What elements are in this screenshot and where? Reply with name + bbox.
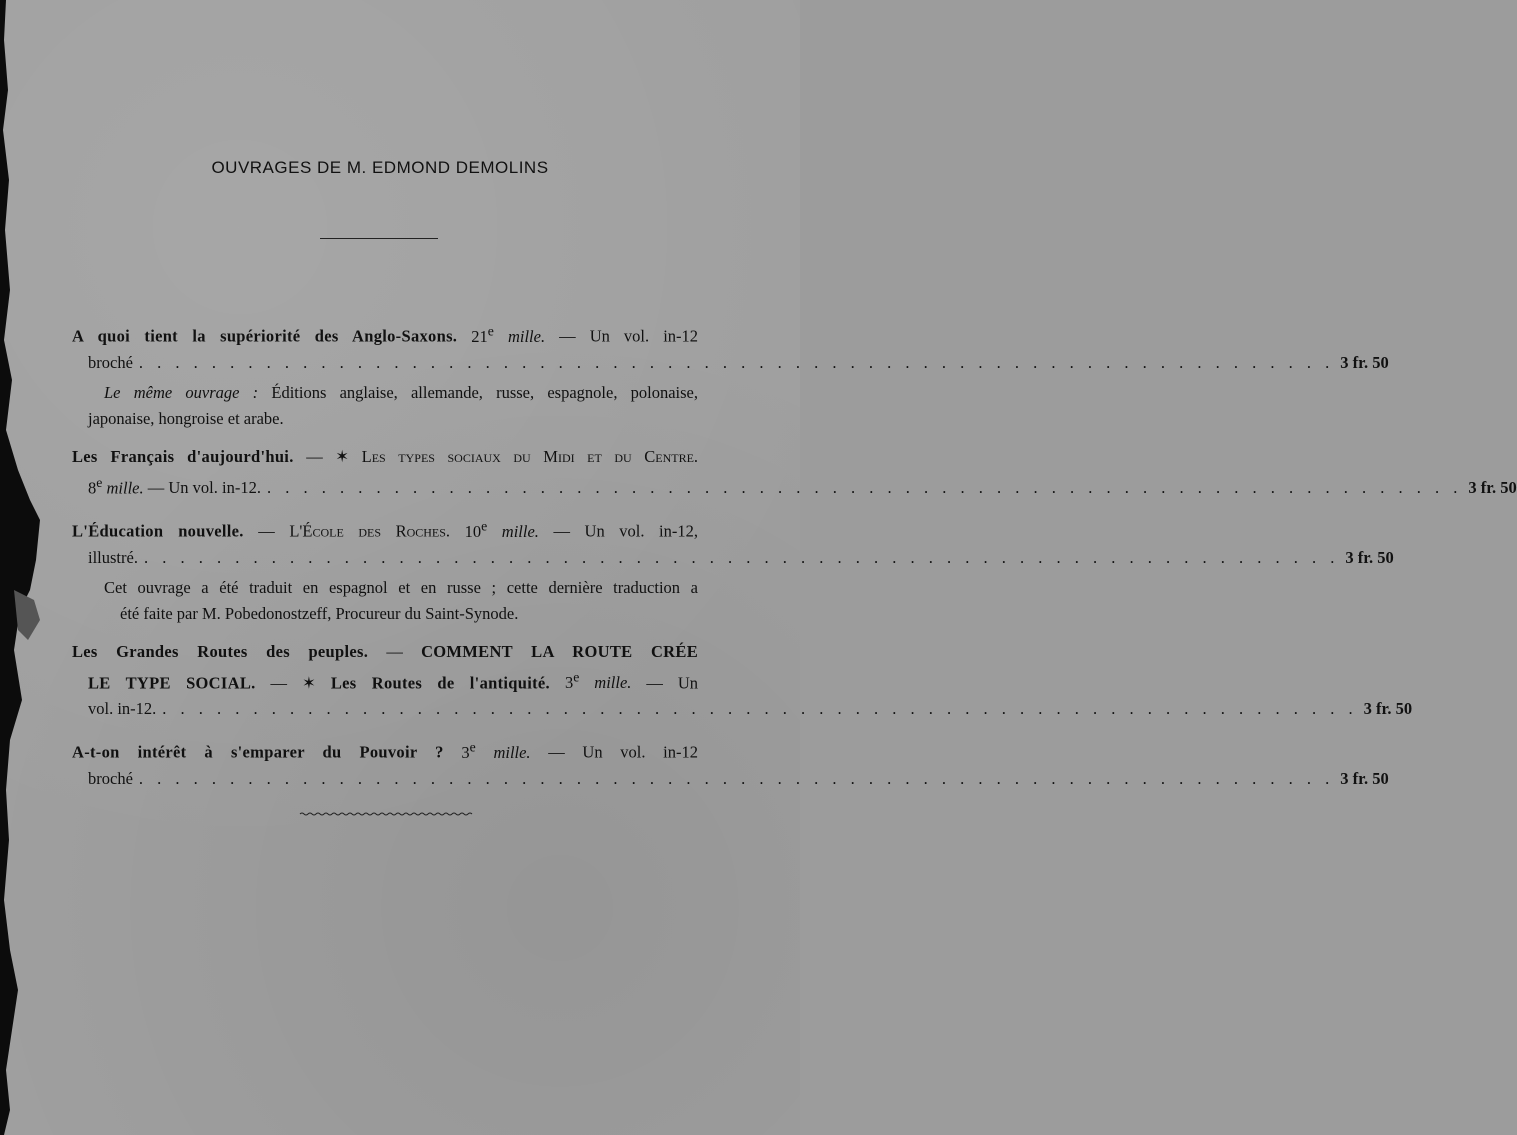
separator-2: — ✶ xyxy=(270,673,316,692)
book-subtitle: Les types sociaux du Midi et du Centre. xyxy=(361,446,699,466)
bibliography-list xyxy=(72,318,1517,800)
volume-desc-2: vol. in-12. xyxy=(88,699,157,718)
edition: 10e mille. xyxy=(464,518,539,541)
binding: broché xyxy=(88,352,133,372)
leader-dots: . . . . . . . . . . . . . . . . . . . . . . . . . . . . . . . . . . . . . . . . . . . . . . . . . . . . . . . . . . . . . . . . . . xyxy=(266,478,1463,497)
book-part: Les Routes de l'antiquité. xyxy=(330,673,550,692)
volume-desc: — Un vol. in-12, xyxy=(553,521,698,541)
book-entry-francais xyxy=(72,444,1517,502)
book-title: L'Éducation nouvelle. xyxy=(72,521,244,541)
heading-rule xyxy=(320,238,438,239)
volume-desc: — Un vol. in-12. xyxy=(147,478,261,497)
decorative-rule xyxy=(300,812,472,816)
binding: broché xyxy=(88,768,133,788)
volume-desc: — Un xyxy=(646,673,699,692)
book-entry-anglo-saxons xyxy=(72,318,1389,432)
book-subtitle: COMMENT LA ROUTE CRÉE xyxy=(421,641,699,661)
edition: 21e mille. xyxy=(471,323,546,346)
separator: — xyxy=(386,641,403,661)
volume-desc: — Un vol. in-12 xyxy=(548,742,699,762)
leader-dots: . . . . . . . . . . . . . . . . . . . . . . . . . . . . . . . . . . . . . . . . . . . . . . . . . . . . . . . . . . . . . . . . . . xyxy=(138,768,1335,788)
edition: 8e mille. xyxy=(88,474,144,497)
volume-desc: — Un vol. in-12 xyxy=(559,326,699,346)
note-text: Éditions anglaise, allemande, russe, espagnole, polonaise, xyxy=(271,382,699,402)
book-title: Les Grandes Routes des peuples. xyxy=(72,641,369,661)
price: 3 fr. 50 xyxy=(1468,478,1517,497)
price: 3 fr. 50 xyxy=(1340,768,1389,788)
book-title: Les Français d'aujourd'hui. xyxy=(72,446,294,466)
edition: 3e mille. xyxy=(461,739,531,762)
leader-dots: . . . . . . . . . . . . . . . . . . . . . . . . . . . . . . . . . . . . . . . . . . . . . . . . . . . . . . . . . . . . . . . . . . xyxy=(138,352,1335,372)
book-title: A quoi tient la supériorité des Anglo-Saxons. xyxy=(72,326,458,346)
translation-note-2: été faite par M. Pobedonostzeff, Procureur du Saint-Synode. xyxy=(120,603,519,623)
note-lead: Le même ouvrage : xyxy=(104,382,259,402)
leader-dots: . . . . . . . . . . . . . . . . . . . . . . . . . . . . . . . . . . . . . . . . . . . . . . . . . . . . . . . . . . . . . . . . . . xyxy=(162,699,1358,718)
separator: — ✶ xyxy=(306,446,350,466)
translation-note: Cet ouvrage a été traduit en espagnol et en russe ; cette dernière traduction a xyxy=(104,577,698,597)
book-title: A-t-on intérêt à s'emparer du Pouvoir ? xyxy=(72,742,444,762)
book-entry-grandes-routes xyxy=(72,639,1413,723)
price: 3 fr. 50 xyxy=(1363,699,1413,718)
price: 3 fr. 50 xyxy=(1340,352,1389,372)
separator: — xyxy=(258,521,275,541)
edition: 3e mille. xyxy=(564,669,632,692)
book-entry-pouvoir xyxy=(72,734,1389,792)
leader-dots: . . . . . . . . . . . . . . . . . . . . . . . . . . . . . . . . . . . . . . . . . . . . . . . . . . . . . . . . . . . . . . . . . . xyxy=(143,547,1340,567)
price: 3 fr. 50 xyxy=(1345,547,1394,567)
book-subtitle-2: LE TYPE SOCIAL. xyxy=(88,673,256,692)
page-heading: OUVRAGES DE M. EDMOND DEMOLINS xyxy=(211,158,549,177)
book-entry-education xyxy=(72,513,1394,627)
book-subtitle: L'École des Roches. xyxy=(289,521,451,541)
note-text-2: japonaise, hongroise et arabe. xyxy=(88,408,284,428)
binding: illustré. xyxy=(88,547,138,567)
